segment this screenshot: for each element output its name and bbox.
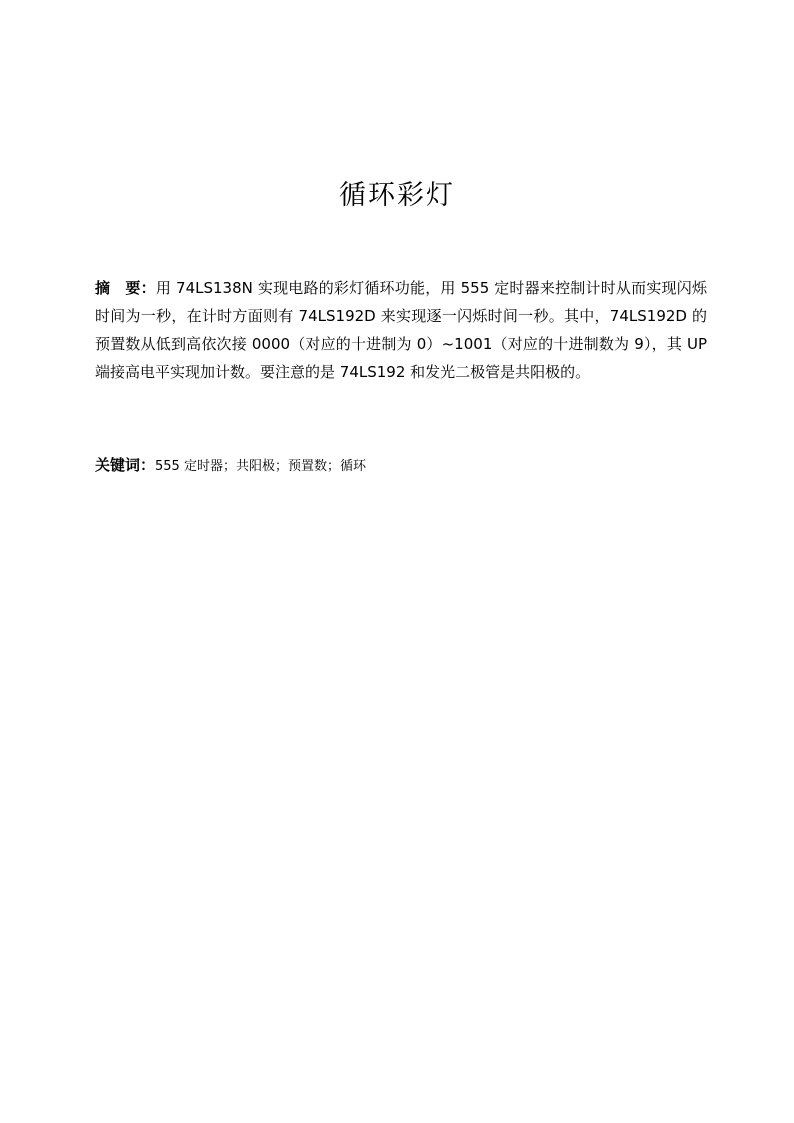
abstract-text: 用 74LS138N 实现电路的彩灯循环功能，用 555 定时器来控制计时从而实现闪烁时间为一秒，在计时方面则有 74LS192D 来实现逐一闪烁时间一秒。其中，74LS192D 的预置数从低到高依次接 0000（对应的十进制为 0）~1001（对应的十进制数为 9），其 UP 端接高电平实现加计数。要注意的是 74LS192 和发光二极管是共阳极的。 (95, 279, 707, 381)
document-title: 循环彩灯 (339, 180, 455, 211)
abstract-label: 摘 要： (95, 279, 156, 297)
keywords-text: 555 定时器；共阳极；预置数；循环 (155, 459, 366, 474)
keywords-label: 关键词： (95, 456, 156, 474)
keywords-line (95, 451, 707, 481)
abstract-paragraph (95, 274, 707, 386)
